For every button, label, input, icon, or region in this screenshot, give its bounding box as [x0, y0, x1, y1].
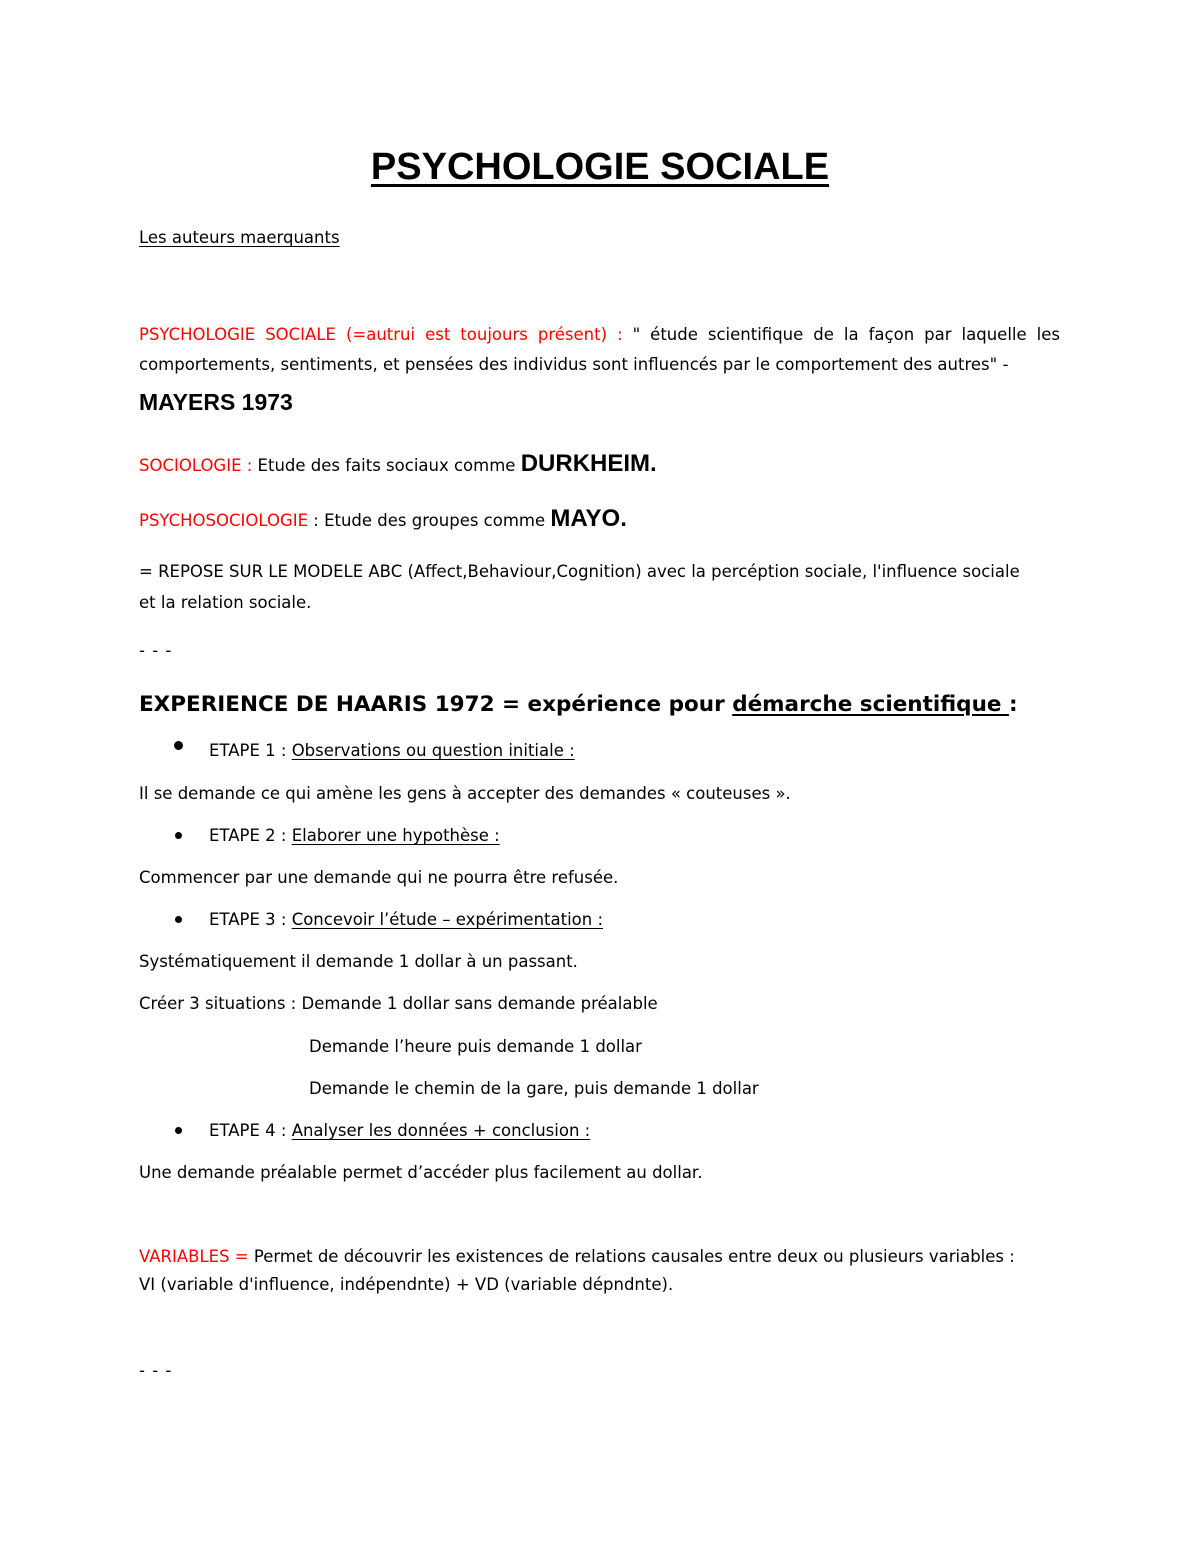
separator-2: - - -	[139, 1361, 173, 1380]
definition-line-1	[139, 325, 1060, 344]
sociologie-label: SOCIOLOGIE :	[139, 456, 253, 475]
experience-heading	[139, 692, 1018, 717]
variables-line-1	[139, 1247, 1015, 1266]
step-2-label: ETAPE 2 :	[209, 826, 292, 845]
step-1-title: Observations ou question initiale :	[291, 741, 575, 760]
variables-line-2: VI (variable d'influence, indépendnte) + VD (variable dépndnte).	[139, 1275, 674, 1294]
variables-definition: Permet de découvrir les existences de relations causales entre deux ou plusieurs variables :	[253, 1247, 1015, 1266]
step-4-text: Une demande préalable permet d’accéder plus facilement au dollar.	[139, 1163, 703, 1182]
situation-item: Demande le chemin de la gare, puis demande 1 dollar	[309, 1079, 759, 1098]
subtitle: Les auteurs maerquants	[139, 228, 340, 247]
definition-author: MAYERS 1973	[139, 389, 293, 415]
psychosociologie-author: MAYO.	[550, 505, 627, 532]
modele-line-1: = REPOSE SUR LE MODELE ABC (Affect,Behaviour,Cognition) avec la percéption sociale, l'influence sociale	[139, 562, 1020, 581]
experience-heading-end: :	[1008, 692, 1018, 717]
step-4	[209, 1121, 590, 1140]
definition-quote-start: " étude scientifique de la façon par laquelle les	[622, 325, 1060, 344]
page-title: PSYCHOLOGIE SOCIALE	[370, 146, 830, 188]
bullet-icon	[174, 741, 183, 750]
modele-line-2: et la relation sociale.	[139, 593, 312, 612]
step-2-text: Commencer par une demande qui ne pourra être refusée.	[139, 868, 619, 887]
psychosociologie-line	[139, 505, 627, 533]
step-1-label: ETAPE 1 :	[209, 741, 292, 760]
step-3	[209, 910, 603, 929]
step-2-title: Elaborer une hypothèse :	[291, 826, 500, 845]
situation-item: Demande l’heure puis demande 1 dollar	[309, 1037, 642, 1056]
bullet-icon	[175, 1127, 182, 1134]
psychosociologie-label: PSYCHOSOCIOLOGIE	[139, 511, 309, 530]
sociologie-line	[139, 450, 657, 478]
definition-term: PSYCHOLOGIE SOCIALE (=autrui est toujours présent) :	[139, 325, 623, 344]
step-4-title: Analyser les données + conclusion :	[291, 1121, 591, 1140]
bullet-icon	[175, 916, 182, 923]
separator-1: - - -	[139, 641, 173, 660]
step-3-text: Systématiquement il demande 1 dollar à un passant.	[139, 952, 578, 971]
step-1	[209, 741, 575, 760]
step-2	[209, 826, 500, 845]
step-4-label: ETAPE 4 :	[209, 1121, 292, 1140]
situations-line-1	[139, 994, 658, 1013]
sociologie-text: Etude des faits sociaux comme	[252, 456, 521, 475]
step-3-title: Concevoir l’étude – expérimentation :	[291, 910, 604, 929]
sociologie-author: DURKHEIM.	[520, 450, 657, 477]
variables-label: VARIABLES =	[139, 1247, 254, 1266]
definition-line-2: comportements, sentiments, et pensées des individus sont influencés par le comportement des autres" -	[139, 355, 1009, 374]
situation-item: Demande 1 dollar sans demande préalable	[301, 994, 658, 1013]
bullet-icon	[175, 832, 182, 839]
step-3-label: ETAPE 3 :	[209, 910, 292, 929]
experience-heading-start: EXPERIENCE DE HAARIS 1972 = expérience pour	[139, 692, 733, 717]
experience-heading-underlined: démarche scientifique	[732, 692, 1009, 717]
psychosociologie-text: : Etude des groupes comme	[308, 511, 551, 530]
situations-label: Créer 3 situations :	[139, 994, 302, 1013]
step-1-text: Il se demande ce qui amène les gens à accepter des demandes « couteuses ».	[139, 784, 791, 803]
